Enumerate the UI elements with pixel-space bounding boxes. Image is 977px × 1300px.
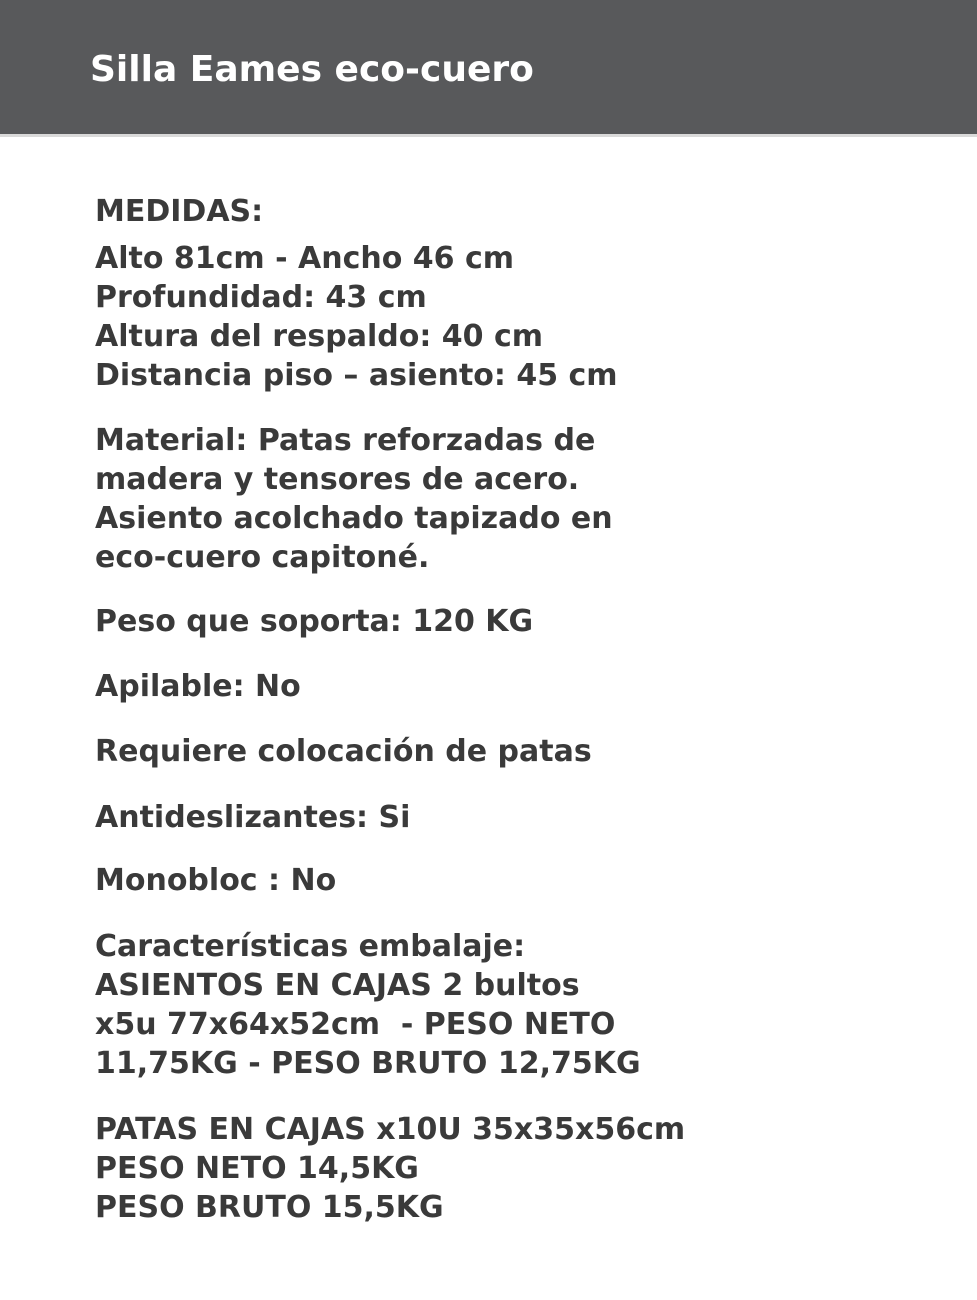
product-title: Silla Eames eco-cuero bbox=[90, 49, 534, 90]
material-description bbox=[95, 421, 613, 577]
embalaje-line: Características embalaje: bbox=[95, 929, 526, 964]
material-line: madera y tensores de acero. bbox=[95, 462, 580, 497]
monobloc: Monobloc : No bbox=[95, 863, 337, 898]
medida-line: Altura del respaldo: 40 cm bbox=[95, 319, 543, 354]
medida-line: Alto 81cm - Ancho 46 cm bbox=[95, 241, 515, 276]
embalaje-description bbox=[95, 927, 641, 1083]
peso-soporta: Peso que soporta: 120 KG bbox=[95, 604, 534, 639]
patas-line: PESO BRUTO 15,5KG bbox=[95, 1190, 444, 1225]
embalaje-line: x5u 77x64x52cm - PESO NETO bbox=[95, 1007, 616, 1042]
medida-line: Distancia piso – asiento: 45 cm bbox=[95, 358, 618, 393]
apilable: Apilable: No bbox=[95, 669, 301, 704]
patas-embalaje bbox=[95, 1110, 685, 1227]
medidas-list bbox=[95, 239, 618, 395]
medida-line: Profundidad: 43 cm bbox=[95, 280, 427, 315]
material-line: Asiento acolchado tapizado en bbox=[95, 501, 613, 536]
header-bar bbox=[0, 0, 977, 137]
patas-line: PESO NETO 14,5KG bbox=[95, 1151, 419, 1186]
antideslizantes: Antideslizantes: Si bbox=[95, 800, 411, 835]
material-line: eco-cuero capitoné. bbox=[95, 540, 430, 575]
embalaje-line: 11,75KG - PESO BRUTO 12,75KG bbox=[95, 1046, 641, 1081]
medidas-heading: MEDIDAS: bbox=[95, 194, 264, 229]
requiere-colocacion: Requiere colocación de patas bbox=[95, 734, 592, 769]
material-line: Material: Patas reforzadas de bbox=[95, 423, 596, 458]
embalaje-line: ASIENTOS EN CAJAS 2 bultos bbox=[95, 968, 580, 1003]
patas-line: PATAS EN CAJAS x10U 35x35x56cm bbox=[95, 1112, 686, 1147]
